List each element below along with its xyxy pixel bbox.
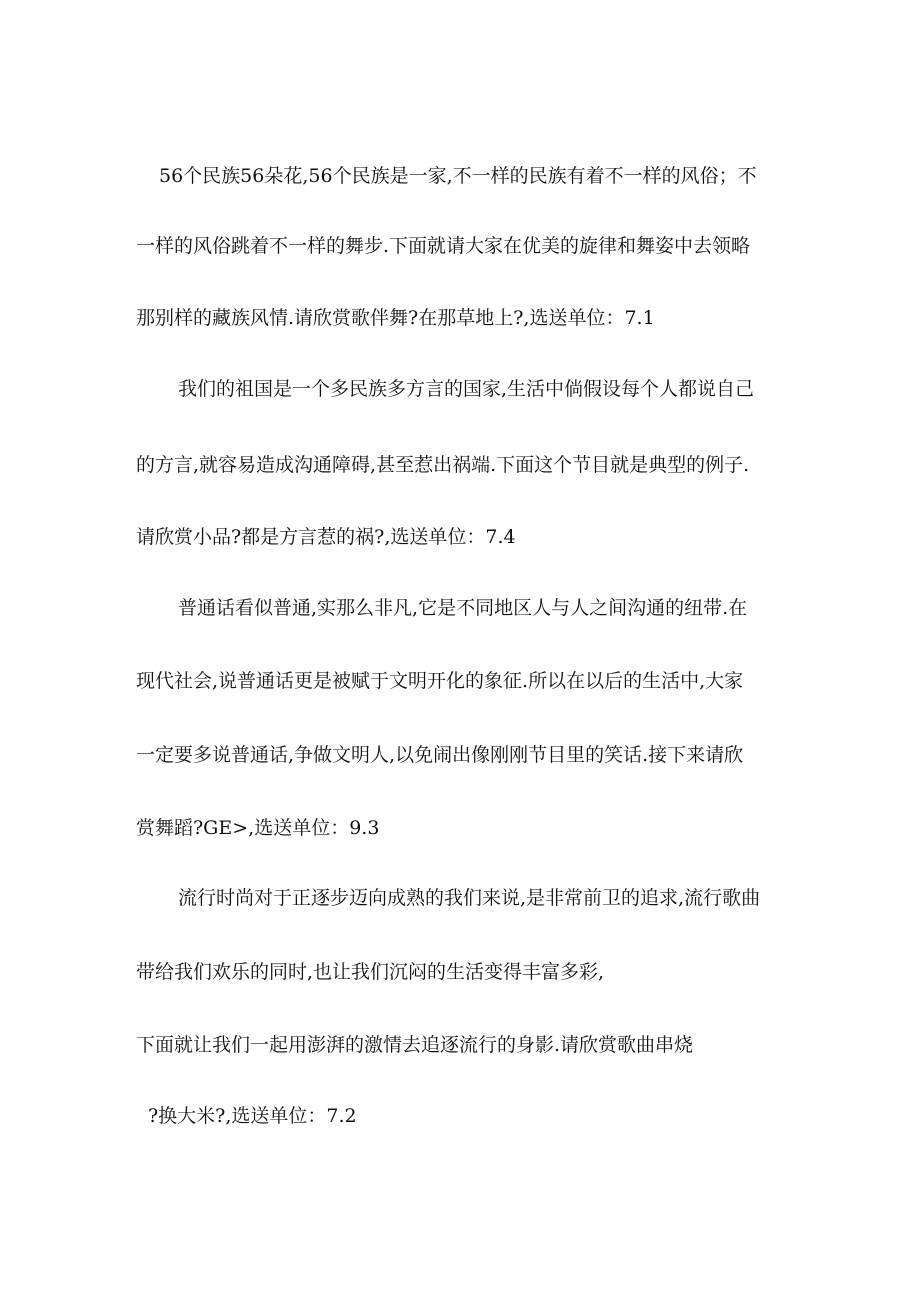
paragraph-1-line-3: 那别样的藏族风情.请欣赏歌伴舞?在那草地上?,选送单位：7.1 (136, 307, 655, 329)
paragraph-4-line-1: 流行时尚对于正逐步迈向成熟的我们来说,是非常前卫的追求,流行歌曲 (178, 887, 761, 909)
paragraph-4-line-4: ?换大米?,选送单位：7.2 (148, 1105, 357, 1127)
paragraph-1-line-2: 一样的风俗跳着不一样的舞步.下面就请大家在优美的旋律和舞姿中去领略 (136, 235, 751, 257)
paragraph-3-line-1: 普通话看似普通,实那么非凡,它是不同地区人与人之间沟通的纽带.在 (178, 597, 748, 619)
paragraph-3-line-4: 赏舞蹈?GE>,选送单位：9.3 (136, 817, 380, 839)
paragraph-3-line-3: 一定要多说普通话,争做文明人,以免闹出像刚刚节目里的笑话.接下来请欣 (136, 744, 744, 766)
paragraph-4-line-3: 下面就让我们一起用澎湃的激情去追逐流行的身影.请欣赏歌曲串烧 (136, 1034, 694, 1056)
paragraph-4-line-2: 带给我们欢乐的同时,也让我们沉闷的生活变得丰富多彩, (136, 961, 605, 983)
paragraph-3-line-2: 现代社会,说普通话更是被赋于文明开化的象征.所以在以后的生活中,大家 (136, 670, 744, 692)
paragraph-1-line-1: 56个民族56朵花,56个民族是一家,不一样的民族有着不一样的风俗；不 (159, 165, 757, 187)
paragraph-2-line-1: 我们的祖国是一个多民族多方言的国家,生活中倘假设每个人都说自己 (178, 378, 755, 400)
paragraph-2-line-3: 请欣赏小品?都是方言惹的祸?,选送单位：7.4 (136, 526, 516, 548)
paragraph-2-line-2: 的方言,就容易造成沟通障碍,甚至惹出祸端.下面这个节目就是典型的例子. (136, 454, 750, 476)
